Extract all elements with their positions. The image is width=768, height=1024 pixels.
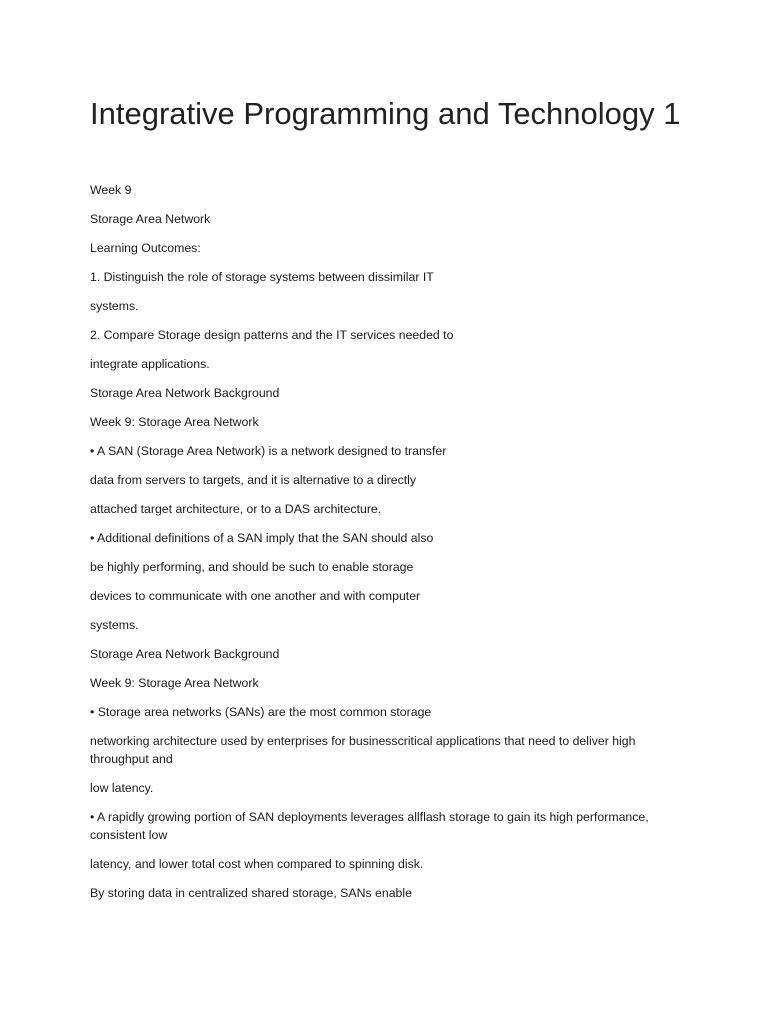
paragraph-line: networking architecture used by enterprises for businesscritical applications that need to deliver high throughput and [90, 734, 636, 766]
bullet-line: • Storage area networks (SANs) are the most common storage [90, 705, 432, 719]
paragraph-line: Storage Area Network [90, 212, 211, 226]
paragraph-line: devices to communicate with one another and with computer [90, 589, 421, 603]
bullet-line: • A rapidly growing portion of SAN deployments leverages allflash storage to gain its high performance, consistent low [90, 810, 649, 842]
section-heading: Storage Area Network Background [90, 386, 280, 400]
document-body [90, 181, 688, 902]
paragraph-line: data from servers to targets, and it is alternative to a directly [90, 473, 417, 487]
bullet-line: • A SAN (Storage Area Network) is a network designed to transfer [90, 444, 447, 458]
bullet-line: • Additional definitions of a SAN imply that the SAN should also [90, 531, 434, 545]
document-title: Integrative Programming and Technology 1 [90, 96, 681, 131]
paragraph-line: be highly performing, and should be such to enable storage [90, 560, 414, 574]
paragraph-line: low latency. [90, 781, 154, 795]
paragraph-line: attached target architecture, or to a DAS architecture. [90, 502, 382, 516]
paragraph-line: By storing data in centralized shared storage, SANs enable [90, 886, 412, 900]
paragraph-line: 2. Compare Storage design patterns and the IT services needed to [90, 328, 454, 342]
paragraph-line: systems. [90, 299, 139, 313]
section-heading: Storage Area Network Background [90, 647, 280, 661]
section-subheading: Week 9: Storage Area Network [90, 676, 259, 690]
paragraph-line: Learning Outcomes: [90, 241, 201, 255]
paragraph-line: systems. [90, 618, 139, 632]
paragraph-line: integrate applications. [90, 357, 210, 371]
paragraph-line: Week 9 [90, 183, 132, 197]
paragraph-line: latency, and lower total cost when compared to spinning disk. [90, 857, 424, 871]
paragraph-line: 1. Distinguish the role of storage systems between dissimilar IT [90, 270, 434, 284]
section-subheading: Week 9: Storage Area Network [90, 415, 259, 429]
